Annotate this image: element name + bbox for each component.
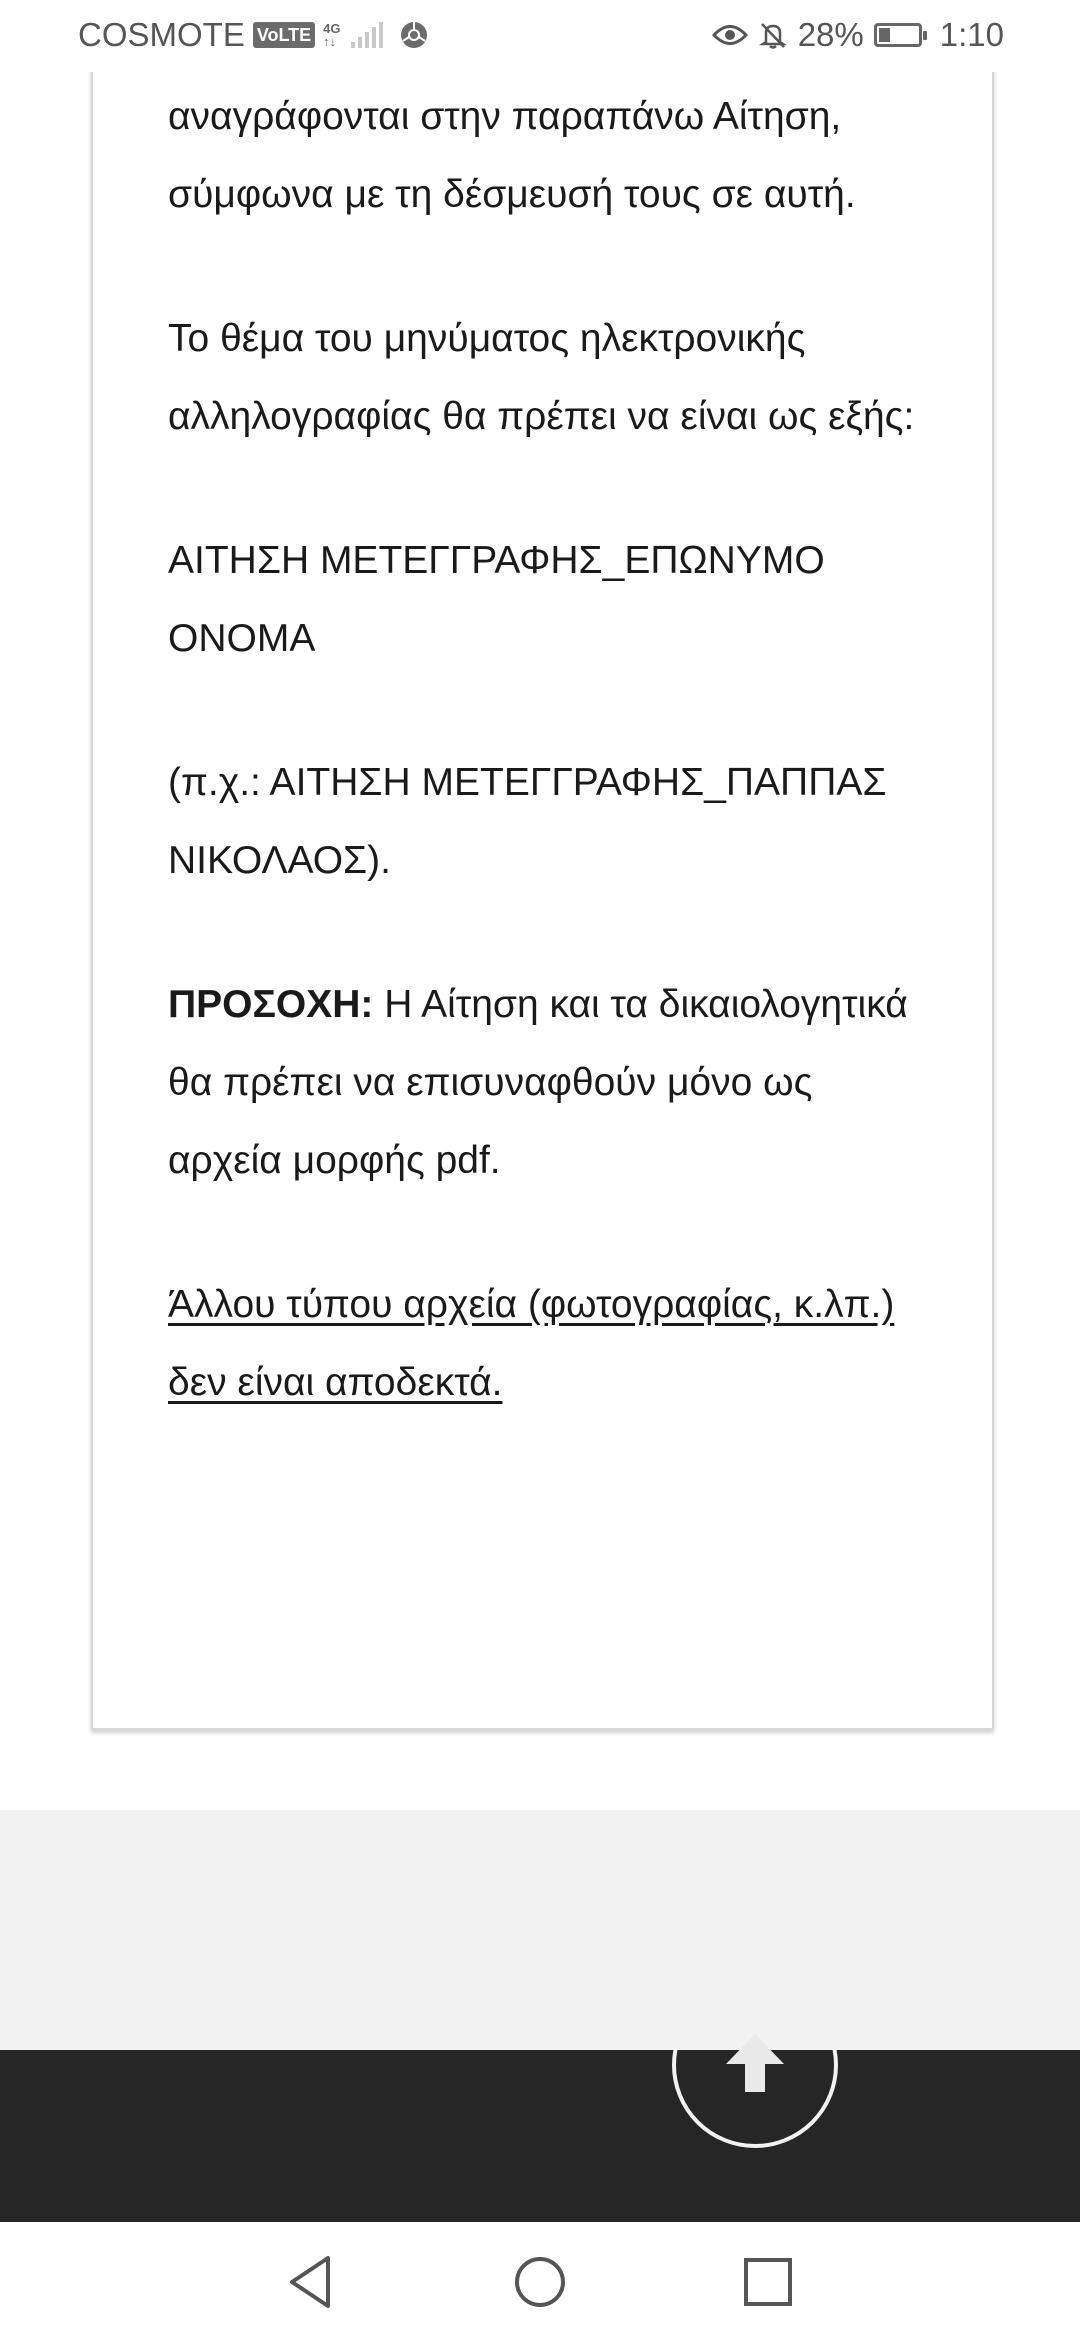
clock-time: 1:10 [939,16,1004,53]
paragraph-example: (π.χ.: ΑΙΤΗΣΗ ΜΕΤΕΓΓΡΑΦΗΣ_ΠΑΠΠΑΣ ΝΙΚΟΛΑΟΣ). [168,761,887,882]
paragraph-email-subject: Το θέμα του μηνύματος ηλεκτρονικής αλληλογραφίας θα πρέπει να είναι ως εξής: [168,317,915,438]
warning-label: ΠΡΟΣΟΧΗ: [168,983,374,1026]
battery-icon [874,23,922,47]
paragraph-commitment: αναγράφονται στην παραπάνω Αίτηση, σύμφωνα με τη δέσμευσή τους σε αυτή. [168,95,856,216]
home-circle-icon[interactable] [510,2252,570,2312]
paragraph-warning [168,966,928,1200]
system-navigation-bar [0,2222,1080,2340]
mute-bell-icon [758,20,788,50]
eye-icon [712,22,748,48]
status-bar [0,0,1080,72]
carrier-name: COSMOTE [78,16,245,53]
paragraph-note [168,1266,928,1422]
back-triangle-icon[interactable] [282,2252,342,2312]
warning-text: Η Αίτηση και τα δικαιολογητικά θα πρέπει να επισυναφθούν μόνο ως αρχεία μορφής pdf. [168,983,908,1182]
paragraph-subject-format: ΑΙΤΗΣΗ ΜΕΤΕΓΓΡΑΦΗΣ_ΕΠΩΝΥΜΟ ΟΝΟΜΑ [168,539,825,660]
signal-icon [351,22,383,48]
scroll-to-top-button[interactable] [672,1982,838,2148]
site-footer [0,2050,1080,2222]
network-type: 4G ↑↓ [323,21,341,49]
footer-spacer [0,1810,1080,2050]
arrow-up-icon [722,2032,788,2098]
underlined-note: Άλλου τύπου αρχεία (φωτογραφίας, κ.λπ.) δεν είναι αποδεκτά. [168,1283,895,1404]
recents-square-icon[interactable] [738,2252,798,2312]
article-content [168,78,928,1488]
volte-icon: VoLTE [253,22,315,48]
chrome-icon [399,20,429,50]
battery-percent: 28% [797,16,864,53]
